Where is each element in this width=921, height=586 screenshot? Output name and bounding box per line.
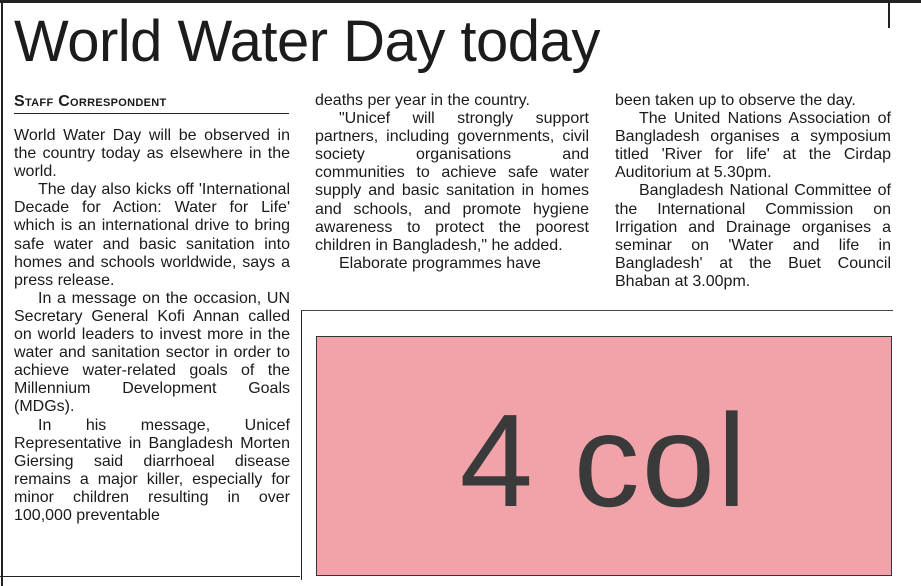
ad-placeholder-box: [316, 336, 892, 576]
article-column-3: [615, 92, 891, 291]
left-rule: [1, 0, 3, 586]
article-column-2: [315, 92, 589, 273]
paragraph: deaths per year in the country.: [315, 92, 530, 109]
ad-placeholder-label: 4 col: [459, 387, 749, 534]
right-rule: [888, 0, 890, 28]
column-divider: [301, 310, 302, 580]
paragraph: "Unicef will strongly support partners, including governments, civil society organisations and communities to achieve safe water supply and basic sanitation in homes and schools, and promote hygiene awareness to protect the poorest children in Bangladesh," he added.: [315, 110, 589, 254]
paragraph: World Water Day will be observed in the country today as elsewhere in the world.: [14, 127, 290, 181]
headline: World Water Day today: [14, 9, 600, 74]
top-rule: [0, 0, 921, 3]
paragraph: In a message on the occasion, UN Secretary General Kofi Annan called on world leaders to invest more in the water and sanitation sector in order to achieve water-related goals of the Millennium Development Goals (MDGs).: [14, 289, 290, 416]
bottom-rule: [0, 576, 300, 577]
article-column-1: [14, 127, 290, 525]
paragraph: Elaborate programmes have: [339, 254, 541, 272]
paragraph: been taken up to observe the day.: [615, 92, 856, 109]
paragraph: Bangladesh National Committee of the International Commission on Irrigation and Drainage organises a seminar on 'Water and life in Bangladesh' at the Buet Council Bhaban at 3.00pm.: [615, 182, 891, 290]
ad-top-rule: [301, 310, 893, 311]
paragraph: In his message, Unicef Representative in Bangladesh Morten Giersing said diarrhoeal disease remains a major killer, especially for minor children resulting in over 100,000 preventable: [14, 416, 290, 524]
byline: Staff Correspondent: [14, 92, 289, 114]
paragraph: The United Nations Association of Bangladesh organises a symposium titled 'River for life' at the Cirdap Auditorium at 5.30pm.: [615, 110, 891, 182]
paragraph: The day also kicks off 'International Decade for Action: Water for Life' which is an international drive to bring safe water and basic sanitation into homes and schools worldwide, says a press release.: [14, 181, 290, 289]
